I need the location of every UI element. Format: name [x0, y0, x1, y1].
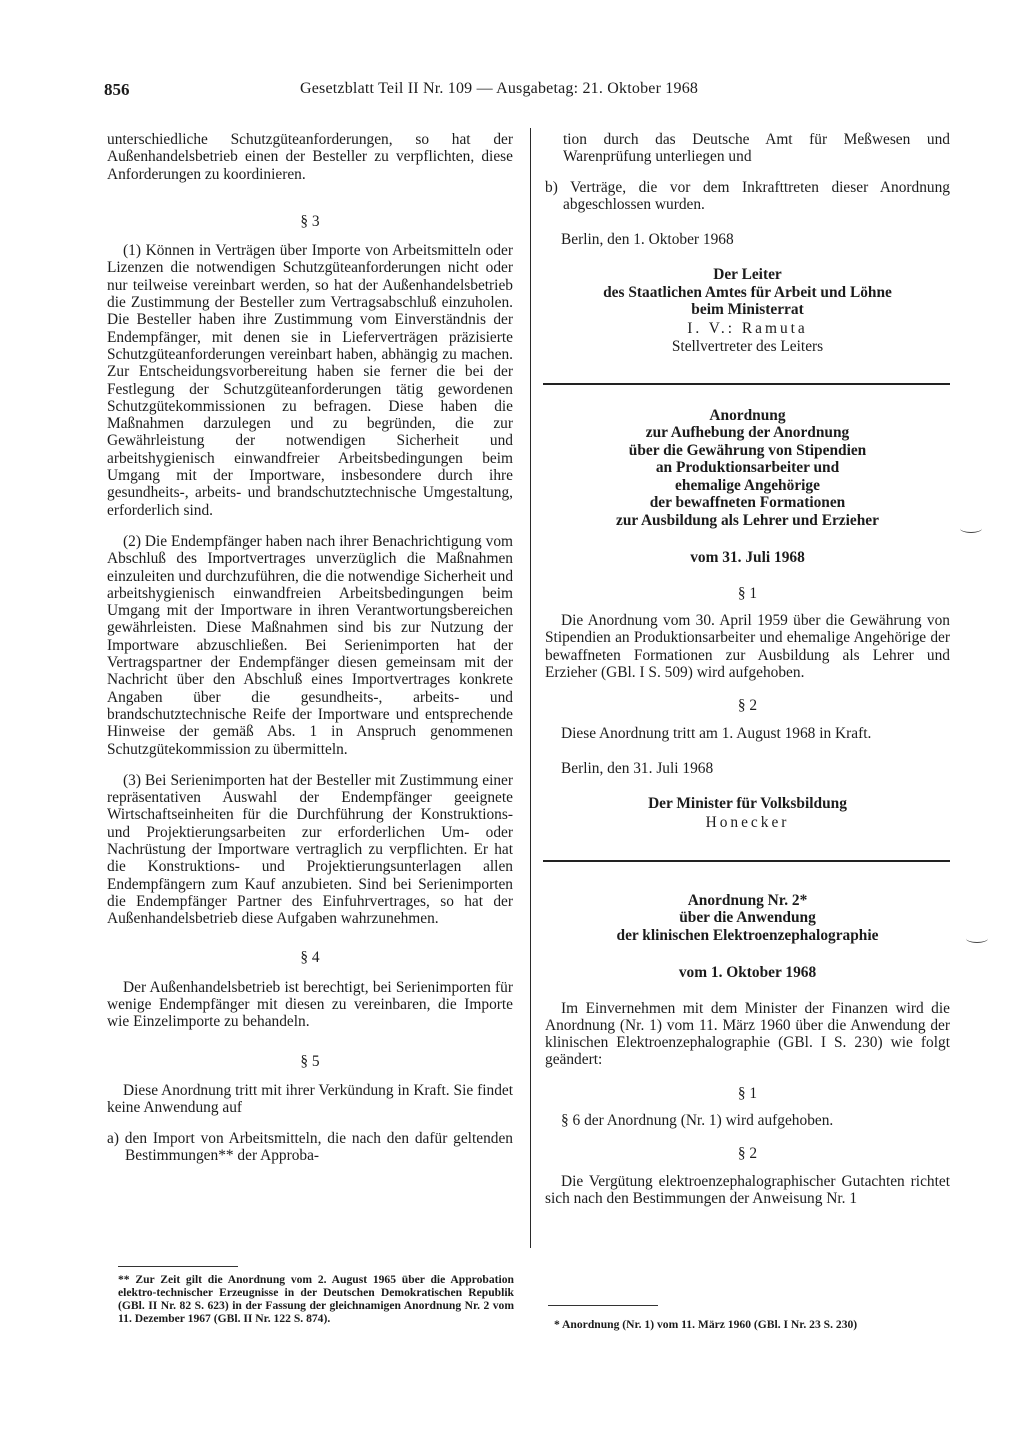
place-date-2: Berlin, den 31. Juli 1968 — [561, 759, 714, 777]
section-5-paragraph: Diese Anordnung tritt mit ihrer Verkündung in Kraft. Sie findet keine Anwendung auf — [107, 1081, 513, 1117]
section-4-paragraph: Der Außenhandelsbetrieb ist berechtigt, bei Serienimporten für wenige Endempfänger mit diesen zu vereinbaren, die Importe wie Einzelimporte zu behandeln. — [107, 978, 513, 1031]
doc2-title-line: an Produktionsarbeiter und — [655, 459, 840, 477]
footnote-rule-right — [548, 1305, 658, 1306]
signature-2-title: Der Minister für Volksbildung — [648, 795, 847, 813]
signature-1-org-2: beim Ministerrat — [691, 301, 804, 319]
doc3-section-2-text: Die Vergütung elektroenzephalographischer Gutachten richtet sich nach den Bestimmungen der Anweisung Nr. 1 — [545, 1172, 950, 1207]
doc2-title-line: zur Aufhebung der Anordnung — [645, 424, 850, 442]
page-number: 856 — [104, 80, 130, 99]
margin-mark — [960, 524, 982, 533]
footnote-right: * Anordnung (Nr. 1) vom 11. März 1960 (GBl. I Nr. 23 S. 230) — [554, 1318, 858, 1331]
doc2-title-line: ehemalige Angehörige — [675, 476, 820, 494]
doc3-date: vom 1. Oktober 1968 — [678, 964, 817, 982]
section-3-heading: § 3 — [300, 212, 320, 230]
running-head: Gesetzblatt Teil II Nr. 109 — Ausgabetag: 21. Oktober 1968 — [300, 80, 699, 97]
document-2-title — [545, 407, 950, 530]
section-5-item-b: b) Verträge, die vor dem Inkrafttreten dieser Anordnung abgeschlossen wurden. — [545, 178, 950, 213]
section-5-item-a-continued: tion durch das Deutsche Amt für Meßwesen und Warenprüfung unterliegen und — [563, 131, 950, 166]
section-rule-2 — [543, 860, 950, 862]
doc2-section-2-text: Diese Anordnung tritt am 1. August 1968 in Kraft. — [561, 724, 872, 742]
signature-1-name: I. V.: Ramuta — [687, 320, 808, 338]
doc2-section-1-text: Die Anordnung vom 30. April 1959 über die Gewährung von Stipendien an Produktionsarbeiter und ehemalige Angehörige der bewaffneten Formationen zur Ausbildung als Lehrer und Erzieher (GBl. I S. 509) wird aufgehoben. — [545, 612, 950, 681]
margin-mark — [966, 934, 988, 943]
doc2-section-2-heading: § 2 — [737, 697, 758, 715]
doc3-section-2-heading: § 2 — [737, 1145, 758, 1163]
section-5-heading: § 5 — [300, 1052, 320, 1070]
section-rule-1 — [543, 383, 950, 385]
signature-1-role: Stellvertreter des Leiters — [671, 337, 824, 355]
doc3-section-1-heading: § 1 — [737, 1084, 758, 1102]
document-3-title — [545, 892, 950, 945]
footnote-rule-left — [118, 1266, 238, 1267]
doc3-title-line: der klinischen Elektroenzephalographie — [616, 926, 879, 944]
section-3-paragraph-3: (3) Bei Serienimporten hat der Besteller mit Zustimmung einer repräsentativen Auswahl der Endempfänger geeignete Wirtschaftseinheiten für die Durchführung der Konstruktions- und Projektierungsarbeiten zur erforderlichen Um- oder Nachrüstung der Importware vertraglich zu verpflichten. Er hat die Konstruktions- und Projektierungsunterlagen allen Endempfängern zum Kauf anzubieten. Sind bei Serienimporten die Endempfänger Partner des Einfuhrvertrages, so hat der Außenhandelsbetrieb diese Aufgaben wahrzunehmen. — [107, 771, 513, 928]
doc2-title-line: der bewaffneten Formationen — [649, 494, 846, 512]
doc2-title-line: über die Gewährung von Stipendien — [628, 441, 867, 459]
intro-paragraph: unterschiedliche Schutzgüteanforderungen, so hat der Außenhandelsbetrieb einen der Besteller zu verpflichten, diese Anforderungen zu koordinieren. — [107, 131, 513, 183]
signature-block-1 — [545, 266, 950, 354]
doc2-title-line: zur Ausbildung als Lehrer und Erzieher — [616, 511, 879, 529]
footnote-left: ** Zur Zeit gilt die Anordnung vom 2. August 1965 über die Approbation elektro-technischer Erzeugnisse in der Deutschen Demokratischen Republik (GBl. II Nr. 82 S. 623) in der Fassung der gleichnamigen Anordnung Nr. 2 vom 11. Dezember 1967 (GBl. II Nr. 122 S. 874). — [118, 1273, 514, 1325]
signature-1-title: Der Leiter — [713, 266, 782, 284]
column-divider — [530, 128, 531, 1248]
section-3-paragraph-2: (2) Die Endempfänger haben nach ihrer Benachrichtigung vom Abschluß des Importvertrages unverzüglich die Maßnahmen einzuleiten und durchzuführen, die die notwendige Sicherheit und arbeitshygienisch einwandfreien Arbeitsbedingungen beim Umgang mit der Importware in ihren Verantwortungsbereichen gewährleisten. Diese Maßnahmen sind bis zur Nutzung der Importware abzuschließen. Bei Serienimporten hat der Vertragspartner der Endempfänger diesen gemeinsam mit der Nachricht über den Abschluß eines Importvertrages konkrete Angaben über die gesundheits-, arbeits- und brandschutztechnische Reife der Importware und entsprechende Hinweise der gemäß Abs. 1 in Anspruch genommenen Schutzgütekommission zu übermitteln. — [107, 532, 514, 758]
section-3-paragraph-1: (1) Können in Verträgen über Importe von Arbeitsmitteln oder Lizenzen die notwendigen Schutzgüteanforderungen nicht oder nur teilweise vereinbart werden, so hat der Außenhandelsbetrieb die Zustimmung der Besteller zum Vertragsabschluß einzuholen. Die Besteller haben ihre Zustimmung vom Einverständnis der Endempfänger, mit denen sie in Lieferverträgen präzisierte Schutzgüteanforderungen vereinbart haben, abhängig zu machen. Zur Entscheidungsvorbereitung haben sie ferner die bei der Festlegung der Schutzgüteanforderungen tätig gewordenen Schutzgütekommissionen zu befragen. Diese haben die Maßnahmen darzulegen und zu begründen, die zur Gewährleistung der notwendigen Sicherheit und arbeitshygienisch einwandfreier Arbeitsbedingungen beim Umgang mit der Importware, insbesondere durch ihre gesundheits-, arbeits- und brandschutztechnische Umgestaltung, erforderlich sind. — [107, 242, 513, 519]
right-column — [545, 131, 950, 1207]
doc3-title-line: Anordnung Nr. 2* — [687, 891, 808, 909]
doc3-intro: Im Einvernehmen mit dem Minister der Finanzen wird die Anordnung (Nr. 1) vom 11. März 1960 über die Anwendung der klinischen Elektroenzephalographie (GBl. I S. 230) wie folgt geändert: — [545, 999, 950, 1069]
doc2-date: vom 31. Juli 1968 — [690, 549, 805, 567]
section-4-heading: § 4 — [300, 949, 320, 967]
place-date-1: Berlin, den 1. Oktober 1968 — [561, 231, 734, 249]
doc3-title-line: über die Anwendung — [679, 909, 816, 927]
signature-1-org: des Staatlichen Amtes für Arbeit und Löhne — [603, 283, 892, 301]
signature-2-name: Honecker — [705, 814, 790, 832]
doc2-title-line: Anordnung — [709, 406, 786, 424]
left-column — [107, 131, 513, 1164]
doc2-section-1-heading: § 1 — [737, 584, 758, 602]
doc3-section-1-text: § 6 der Anordnung (Nr. 1) wird aufgehoben. — [561, 1112, 834, 1130]
section-5-item-a: a) den Import von Arbeitsmitteln, die nach den dafür geltenden Bestimmungen** der Approba- — [107, 1129, 513, 1164]
